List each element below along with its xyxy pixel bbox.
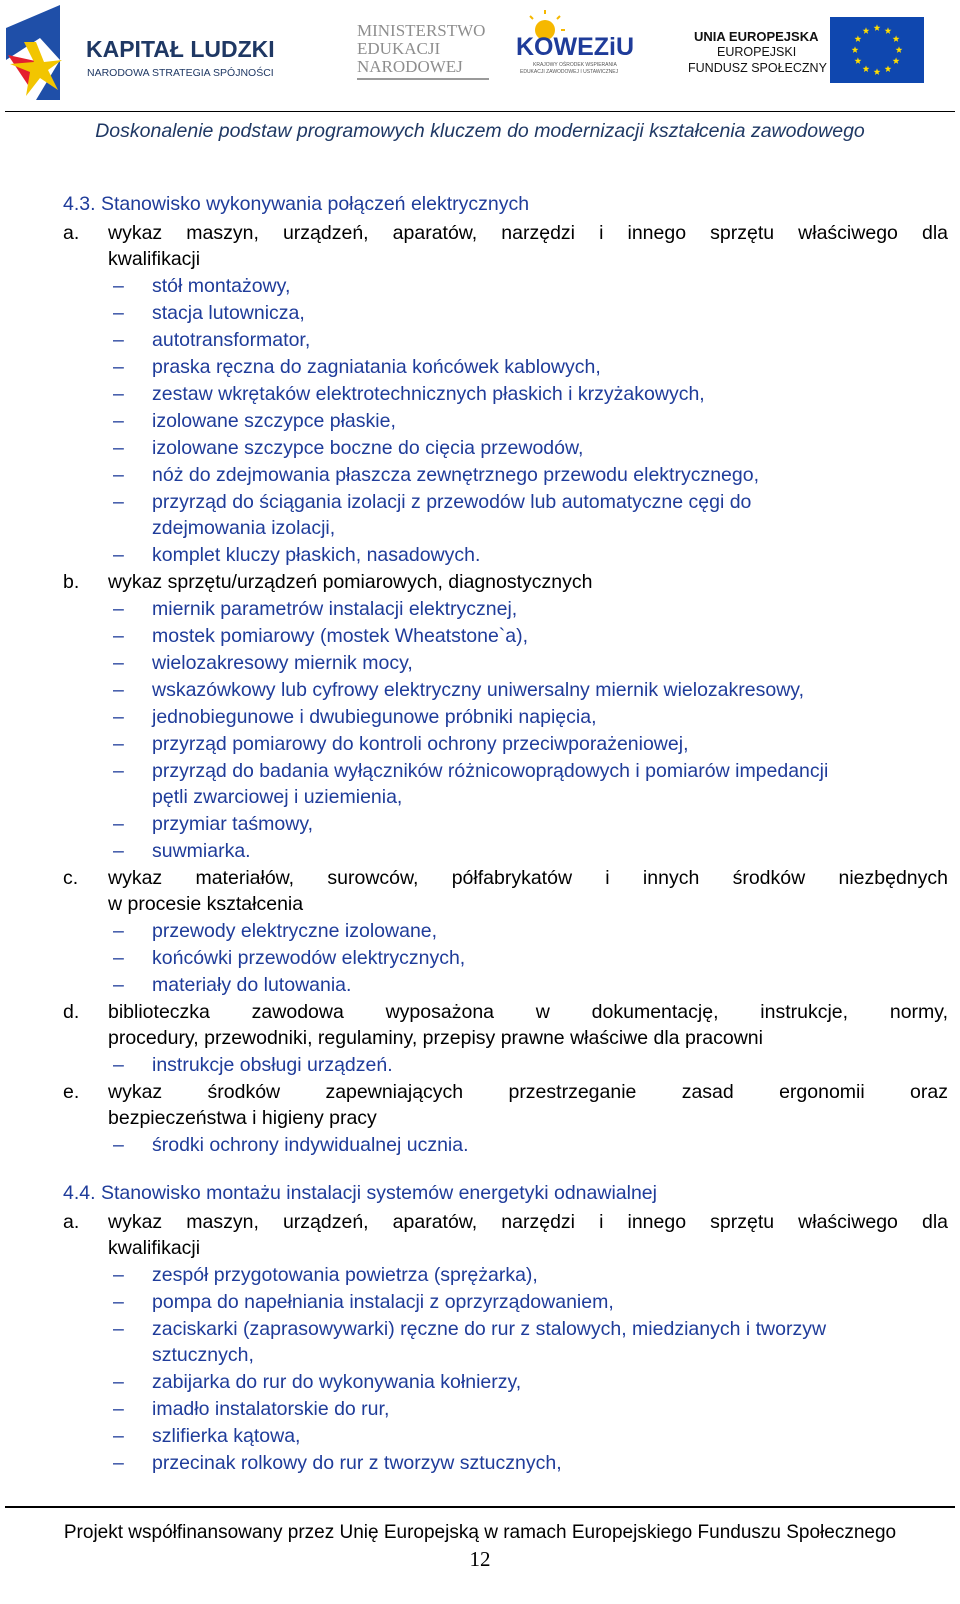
dash-bullet-icon: – — [113, 760, 124, 782]
list-item — [113, 731, 948, 757]
subsection-text: procedury, przewodniki, regulaminy, przepisy prawne właściwe dla pracowni — [108, 1027, 763, 1049]
list-item — [113, 381, 948, 407]
list-item-text: przymiar taśmowy, — [152, 813, 314, 835]
subsection-text: bezpieczeństwa i higieny pracy — [108, 1107, 377, 1129]
subsection — [63, 1079, 948, 1131]
dash-bullet-icon: – — [113, 1291, 124, 1313]
dash-bullet-icon: – — [113, 544, 124, 566]
page-number: 12 — [469, 1547, 491, 1571]
list-item-text: suwmiarka. — [152, 840, 251, 862]
list-item-text: komplet kluczy płaskich, nasadowych. — [152, 544, 481, 566]
list-item — [113, 327, 948, 353]
logos-banner — [0, 0, 960, 112]
list-item-text: szlifierka kątowa, — [152, 1425, 301, 1447]
list-item-text: wskazówkowy lub cyfrowy elektryczny uniwersalny miernik wielozakresowy, — [152, 679, 805, 701]
subsection-letter: a. — [63, 222, 80, 244]
dash-bullet-icon: – — [113, 1371, 124, 1393]
subsection-text: biblioteczka zawodowa wyposażona w dokumentację, instrukcje, normy, — [108, 1001, 948, 1023]
list-item-text: środki ochrony indywidualnej ucznia. — [152, 1134, 469, 1156]
dash-bullet-icon: – — [113, 356, 124, 378]
subsection — [63, 999, 948, 1051]
subsection-letter: d. — [63, 1001, 80, 1023]
list-item-text: instrukcje obsługi urządzeń. — [152, 1054, 393, 1076]
dash-bullet-icon: – — [113, 383, 124, 405]
list-item — [113, 435, 948, 461]
list-item — [113, 1052, 948, 1078]
subsection-text: kwalifikacji — [108, 1237, 201, 1259]
subsection-text: wykaz maszyn, urządzeń, aparatów, narzędzi i innego sprzętu właściwego dla — [108, 1211, 948, 1233]
list-item — [113, 811, 948, 837]
list-item — [113, 918, 948, 944]
dash-bullet-icon: – — [113, 410, 124, 432]
list-item — [113, 1423, 948, 1449]
eu-line-2: EUROPEJSKI — [717, 45, 797, 59]
eu-line-1: UNIA EUROPEJSKA — [694, 29, 819, 44]
section-title: 4.4. Stanowisko montażu instalacji systemów energetyki odnawialnej — [63, 1182, 657, 1204]
subsection-text: wykaz maszyn, urządzeń, aparatów, narzędzi i innego sprzętu właściwego dla — [108, 222, 948, 244]
subsection — [63, 1209, 948, 1261]
list-item — [113, 596, 948, 622]
ministerstwo-logo — [357, 21, 489, 80]
list-item-text: pompa do napełniania instalacji z oprzyrządowaniem, — [152, 1291, 614, 1313]
dash-bullet-icon: – — [113, 275, 124, 297]
list-item-text: zabijarka do rur do wykonywania kołnierzy, — [152, 1371, 522, 1393]
list-item-text: miernik parametrów instalacji elektrycznej, — [152, 598, 518, 620]
list-item-text: imadło instalatorskie do rur, — [152, 1398, 390, 1420]
list-item-text: zdejmowania izolacji, — [152, 517, 336, 539]
subsection — [63, 865, 948, 917]
dash-bullet-icon: – — [113, 625, 124, 647]
dash-bullet-icon: – — [113, 1398, 124, 1420]
list-item — [113, 408, 948, 434]
header-divider — [5, 111, 955, 112]
kowezu-wordmark: KOWEZiU — [516, 33, 635, 61]
dash-bullet-icon: – — [113, 1134, 124, 1156]
list-item-text: izolowane szczypce płaskie, — [152, 410, 396, 432]
dash-bullet-icon: – — [113, 813, 124, 835]
subsection-text: wykaz środków zapewniających przestrzeganie zasad ergonomii oraz — [108, 1081, 948, 1103]
list-item — [113, 273, 948, 299]
dash-bullet-icon: – — [113, 733, 124, 755]
dash-bullet-icon: – — [113, 947, 124, 969]
list-item-text: mostek pomiarowy (mostek Wheatstone`a), — [152, 625, 529, 647]
dash-bullet-icon: – — [113, 329, 124, 351]
list-item-text: materiały do lutowania. — [152, 974, 352, 996]
subsection-letter: a. — [63, 1211, 80, 1233]
list-item — [113, 758, 948, 810]
list-item — [113, 1450, 948, 1476]
list-item-text: sztucznych, — [152, 1344, 254, 1366]
kowezu-tagline-1: KRAJOWY OŚRODEK WSPIERANIA — [533, 62, 617, 68]
list-item — [113, 1132, 948, 1158]
list-item-text: stacja lutownicza, — [152, 302, 305, 324]
subsection-text: wykaz sprzętu/urządzeń pomiarowych, diagnostycznych — [108, 571, 593, 593]
dash-bullet-icon: – — [113, 840, 124, 862]
dash-bullet-icon: – — [113, 598, 124, 620]
list-item-text: końcówki przewodów elektrycznych, — [152, 947, 466, 969]
list-item — [113, 838, 948, 864]
list-item-text: stół montażowy, — [152, 275, 291, 297]
list-item — [113, 1262, 948, 1288]
list-item-text: przyrząd do ściągania izolacji z przewodów lub automatyczne cęgi do — [152, 491, 752, 513]
subsection-text: wykaz materiałów, surowców, półfabrykatów i innych środków niezbędnych — [108, 867, 948, 889]
dash-bullet-icon: – — [113, 679, 124, 701]
dash-bullet-icon: – — [113, 1452, 124, 1474]
subsection — [63, 220, 948, 272]
list-item-text: pętli zwarciowej i uziemienia, — [152, 786, 403, 808]
list-item-text: zespół przygotowania powietrza (sprężarka), — [152, 1264, 538, 1286]
list-item-text: nóż do zdejmowania płaszcza zewnętrznego przewodu elektrycznego, — [152, 464, 760, 486]
kapital-ludzki-tagline: NARODOWA STRATEGIA SPÓJNOŚCI — [87, 67, 274, 79]
list-item — [113, 650, 948, 676]
ministerstwo-line-3: NARODOWEJ — [357, 57, 463, 76]
dash-bullet-icon: – — [113, 1425, 124, 1447]
kapital-ludzki-logo — [6, 5, 275, 100]
list-item — [113, 542, 948, 568]
list-item-text: izolowane szczypce boczne do cięcia przewodów, — [152, 437, 584, 459]
list-item — [113, 1289, 948, 1315]
dash-bullet-icon: – — [113, 920, 124, 942]
section-title: 4.3. Stanowisko wykonywania połączeń elektrycznych — [63, 193, 530, 215]
list-item — [113, 972, 948, 998]
subsection-text: kwalifikacji — [108, 248, 201, 270]
dash-bullet-icon: – — [113, 491, 124, 513]
dash-bullet-icon: – — [113, 706, 124, 728]
subsection-letter: e. — [63, 1081, 80, 1103]
dash-bullet-icon: – — [113, 1318, 124, 1340]
list-item — [113, 945, 948, 971]
dash-bullet-icon: – — [113, 437, 124, 459]
list-item-text: zaciskarki (zaprasowywarki) ręczne do rur z stalowych, miedzianych i tworzyw — [152, 1318, 827, 1340]
subsection-letter: c. — [63, 867, 79, 889]
dash-bullet-icon: – — [113, 652, 124, 674]
list-item-text: przewody elektryczne izolowane, — [152, 920, 438, 942]
list-item — [113, 1396, 948, 1422]
list-item — [113, 1369, 948, 1395]
list-item — [113, 623, 948, 649]
subsection — [63, 569, 948, 595]
list-item — [113, 704, 948, 730]
list-item-text: wielozakresowy miernik mocy, — [152, 652, 413, 674]
ministerstwo-line-2: EDUKACJI — [357, 39, 441, 58]
list-item-text: jednobiegunowe i dwubiegunowe próbniki napięcia, — [152, 706, 597, 728]
list-item — [113, 462, 948, 488]
dash-bullet-icon: – — [113, 1264, 124, 1286]
list-item — [113, 1316, 948, 1368]
dash-bullet-icon: – — [113, 464, 124, 486]
list-item — [113, 489, 948, 541]
subsection-letter: b. — [63, 571, 80, 593]
list-item-text: przyrząd do badania wyłączników różnicowoprądowych i pomiarów impedancji — [152, 760, 829, 782]
eu-line-3: FUNDUSZ SPOŁECZNY — [688, 61, 827, 75]
list-item-text: praska ręczna do zagniatania końcówek kablowych, — [152, 356, 601, 378]
subsection-text: w procesie kształcenia — [108, 893, 304, 915]
kowezu-logo — [516, 10, 634, 75]
list-item — [113, 677, 948, 703]
list-item — [113, 300, 948, 326]
list-item-text: autotransformator, — [152, 329, 311, 351]
kapital-ludzki-wordmark: KAPITAŁ LUDZKI — [86, 36, 275, 62]
dash-bullet-icon: – — [113, 1054, 124, 1076]
list-item-text: przyrząd pomiarowy do kontroli ochrony przeciwporażeniowej, — [152, 733, 689, 755]
kowezu-tagline-2: EDUKACJI ZAWODOWEJ I USTAWICZNEJ — [520, 69, 619, 75]
footer-text: Projekt współfinansowany przez Unię Europejską w ramach Europejskiego Funduszu Społecznego — [63, 1522, 897, 1543]
list-item — [113, 354, 948, 380]
document-header: Doskonalenie podstaw programowych kluczem do modernizacji kształcenia zawodowego — [95, 120, 865, 142]
dash-bullet-icon: – — [113, 302, 124, 324]
list-item-text: zestaw wkrętaków elektrotechnicznych płaskich i krzyżakowych, — [152, 383, 705, 405]
ministerstwo-line-1: MINISTERSTWO — [357, 21, 486, 40]
footer-divider — [5, 1506, 955, 1508]
eu-logo — [688, 17, 924, 83]
list-item-text: przecinak rolkowy do rur z tworzyw sztucznych, — [152, 1452, 562, 1474]
dash-bullet-icon: – — [113, 974, 124, 996]
